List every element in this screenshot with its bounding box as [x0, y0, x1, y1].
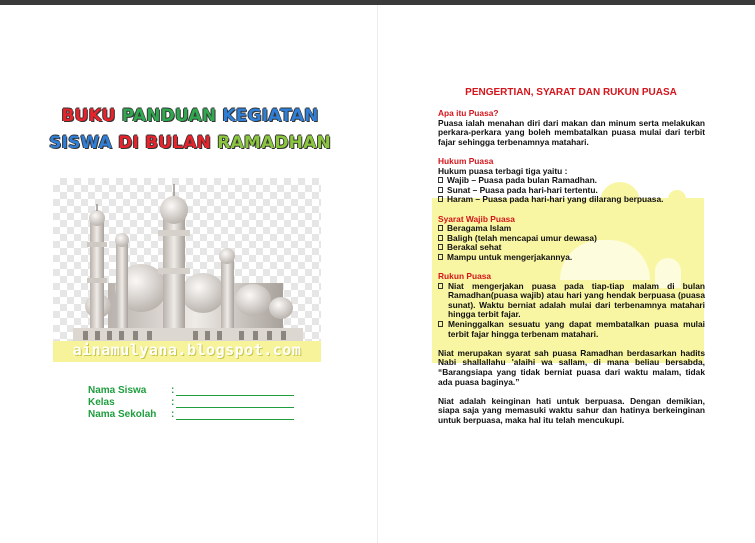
checkbox-bullet-icon — [438, 244, 443, 250]
checkbox-bullet-icon — [438, 177, 443, 183]
mosque-illustration — [53, 178, 321, 362]
form-colon: : — [171, 385, 175, 396]
title-word: SISWA — [49, 133, 119, 153]
list-item-syarat: Beragama Islam — [438, 224, 705, 234]
title-line-2 — [40, 133, 340, 153]
hukum-intro: Hukum puasa terbagi tiga yaitu : — [438, 165, 568, 176]
form-label: Nama Sekolah — [88, 409, 157, 420]
list-item-hukum: Haram – Puasa pada hari-hari yang dilarang berpuasa. — [438, 195, 705, 205]
form-row — [88, 409, 298, 421]
title-word: BUKU — [61, 106, 122, 126]
form-fill-line[interactable] — [176, 419, 294, 420]
title-word: KEGIATAN — [222, 106, 319, 126]
list-item-syarat: Berakal sehat — [438, 243, 705, 253]
heading-apa-itu-puasa: Apa itu Puasa? — [438, 108, 499, 118]
checkbox-bullet-icon — [438, 321, 443, 327]
form-row — [88, 385, 298, 397]
title-word: PANDUAN — [121, 106, 223, 126]
form-colon: : — [171, 409, 175, 420]
list-item-rukun: Meninggalkan sesuatu yang dapat membatalkan puasa mulai terbit fajar hingga terbenam matahari. — [438, 320, 705, 339]
checkbox-bullet-icon — [438, 196, 443, 202]
checkbox-bullet-icon — [438, 187, 443, 193]
title-word: DI BULAN — [118, 133, 218, 153]
checkbox-bullet-icon — [438, 225, 443, 231]
form-row — [88, 397, 298, 409]
paragraph-niat: Niat merupakan syarat sah puasa Ramadhan berdasarkan hadits Nabi shallallahu 'alaihi wa sallam, di mana beliau bersabda, “Barangsiapa yang tidak berniat puasa dari waktu malam, tidak ada puasa baginya.” — [438, 347, 705, 387]
form-colon: : — [171, 397, 175, 408]
checkbox-bullet-icon — [438, 283, 443, 289]
checkbox-bullet-icon — [438, 235, 443, 241]
title-line-1 — [40, 106, 340, 126]
heading-rukun-puasa: Rukun Puasa — [438, 271, 492, 282]
heading-syarat-wajib: Syarat Wajib Puasa — [438, 213, 515, 224]
paragraph-apa-itu-puasa: Puasa ialah menahan diri dari makan dan minum serta melakukan perkara-perkara yang boleh membatalkan puasa mulai dari terbit fajar sehingga terbenamnya matahari. — [438, 117, 705, 147]
form-label: Nama Siswa — [88, 385, 147, 396]
page-divider — [377, 5, 378, 543]
form-label: Kelas — [88, 397, 115, 408]
paragraph-niat-2: Niat adalah keinginan hati untuk berpuasa. Dengan demikian, siapa saja yang memasuki waktu sahur dan hatinya berkeinginan untuk berpuasa, maka hal itu telah mencukupi. — [438, 395, 705, 425]
list-item-syarat: Mampu untuk mengerjakannya. — [438, 253, 705, 263]
title-word: RAMADHAN — [217, 133, 331, 153]
right-page-body — [438, 109, 705, 426]
right-page-title: PENGERTIAN, SYARAT DAN RUKUN PUASA — [465, 87, 677, 98]
form-fill-line[interactable] — [176, 407, 294, 408]
heading-hukum-puasa: Hukum Puasa — [438, 155, 494, 166]
checkbox-bullet-icon — [438, 254, 443, 260]
list-item-hukum: Sunat – Puasa pada hari-hari tertentu. — [438, 186, 705, 196]
list-item-rukun: Niat mengerjakan puasa pada tiap-tiap malam di bulan Ramadhan(puasa wajib) atau hari yang hendak berpuasa (puasa sunat). Waktu berniat adalah mulai dari terbenamnya matahari hingga terbit fajar. — [438, 282, 705, 320]
mosque-image — [53, 178, 321, 362]
list-item-hukum: Wajib – Puasa pada bulan Ramadhan. — [438, 176, 705, 186]
form-fill-line[interactable] — [176, 395, 294, 396]
image-watermark: ainamulyana.blogspot.com — [72, 341, 302, 359]
student-info-form — [88, 385, 298, 421]
list-item-syarat: Baligh (telah mencapai umur dewasa) — [438, 234, 705, 244]
